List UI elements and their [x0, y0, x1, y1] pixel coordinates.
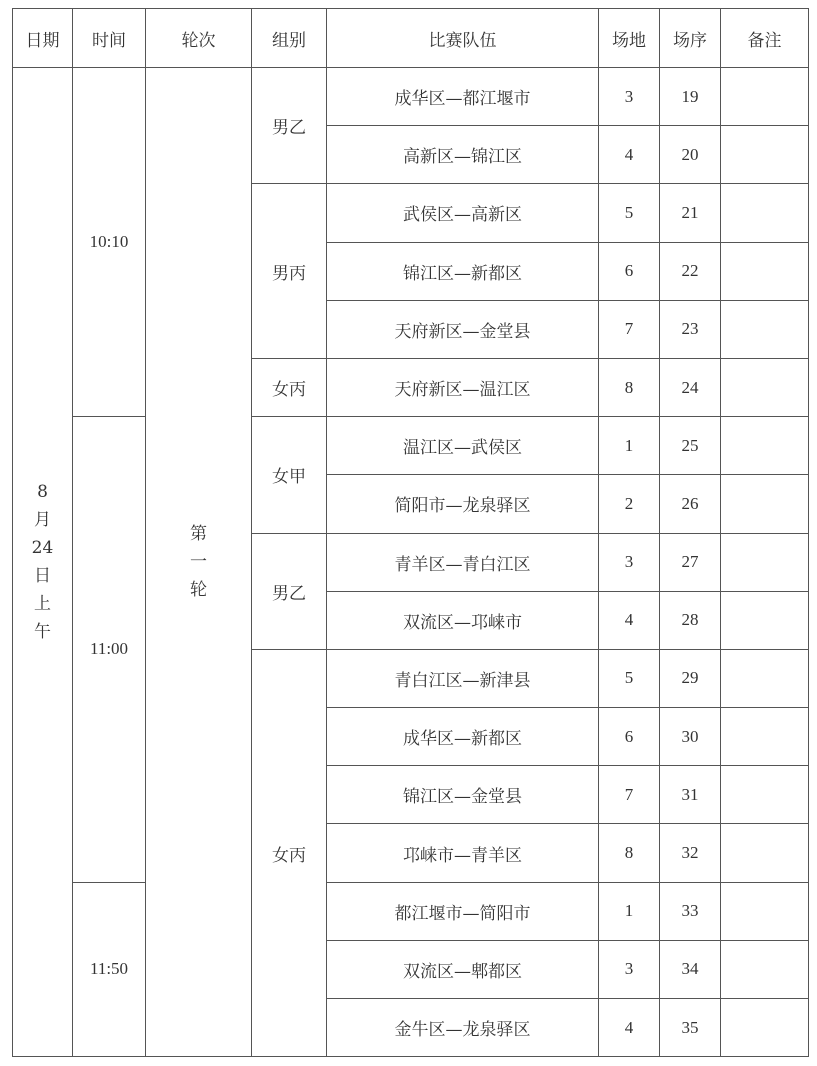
header-venue: 场地 — [599, 9, 660, 68]
order-cell: 28 — [660, 591, 721, 649]
order-cell: 24 — [660, 358, 721, 416]
order-cell: 21 — [660, 184, 721, 242]
header-order: 场序 — [660, 9, 721, 68]
round-char: 轮 — [190, 580, 207, 601]
notes-cell — [721, 882, 809, 940]
venue-cell: 8 — [599, 824, 660, 882]
notes-cell — [721, 999, 809, 1057]
teams-cell: 都江堰市—简阳市 — [327, 882, 599, 940]
order-cell: 22 — [660, 242, 721, 300]
venue-cell: 4 — [599, 126, 660, 184]
teams-cell: 邛崃市—青羊区 — [327, 824, 599, 882]
notes-cell — [721, 300, 809, 358]
venue-cell: 8 — [599, 358, 660, 416]
teams-cell: 武侯区—高新区 — [327, 184, 599, 242]
teams-cell: 青羊区—青白江区 — [327, 533, 599, 591]
notes-cell — [721, 824, 809, 882]
time-cell: 10:10 — [73, 68, 146, 417]
venue-cell: 6 — [599, 708, 660, 766]
teams-cell: 简阳市—龙泉驿区 — [327, 475, 599, 533]
date-char: 上 — [34, 594, 51, 615]
venue-cell: 7 — [599, 300, 660, 358]
venue-cell: 2 — [599, 475, 660, 533]
date-cell — [13, 68, 73, 1057]
header-teams: 比赛队伍 — [327, 9, 599, 68]
date-char: 午 — [34, 622, 51, 643]
group-cell: 男丙 — [252, 184, 327, 359]
notes-cell — [721, 242, 809, 300]
header-group: 组别 — [252, 9, 327, 68]
notes-cell — [721, 126, 809, 184]
notes-cell — [721, 68, 809, 126]
venue-cell: 3 — [599, 68, 660, 126]
venue-cell: 3 — [599, 940, 660, 998]
table-row — [13, 417, 809, 475]
header-notes: 备注 — [721, 9, 809, 68]
teams-cell: 青白江区—新津县 — [327, 649, 599, 707]
order-cell: 19 — [660, 68, 721, 126]
notes-cell — [721, 533, 809, 591]
venue-cell: 1 — [599, 882, 660, 940]
schedule-table — [12, 8, 809, 1057]
teams-cell: 天府新区—温江区 — [327, 358, 599, 416]
group-cell: 男乙 — [252, 533, 327, 649]
date-char: 8 — [37, 482, 48, 503]
header-row — [13, 9, 809, 68]
group-cell: 女甲 — [252, 417, 327, 533]
notes-cell — [721, 649, 809, 707]
teams-cell: 双流区—郫都区 — [327, 940, 599, 998]
venue-cell: 6 — [599, 242, 660, 300]
venue-cell: 1 — [599, 417, 660, 475]
notes-cell — [721, 766, 809, 824]
group-cell: 女丙 — [252, 358, 327, 416]
venue-cell: 4 — [599, 591, 660, 649]
time-cell: 11:50 — [73, 882, 146, 1057]
round-cell — [146, 68, 252, 1057]
venue-cell: 5 — [599, 184, 660, 242]
order-cell: 34 — [660, 940, 721, 998]
venue-cell: 3 — [599, 533, 660, 591]
teams-cell: 天府新区—金堂县 — [327, 300, 599, 358]
teams-cell: 成华区—都江堰市 — [327, 68, 599, 126]
notes-cell — [721, 358, 809, 416]
notes-cell — [721, 708, 809, 766]
order-cell: 31 — [660, 766, 721, 824]
teams-cell: 锦江区—金堂县 — [327, 766, 599, 824]
order-cell: 27 — [660, 533, 721, 591]
order-cell: 23 — [660, 300, 721, 358]
teams-cell: 成华区—新都区 — [327, 708, 599, 766]
teams-cell: 金牛区—龙泉驿区 — [327, 999, 599, 1057]
notes-cell — [721, 184, 809, 242]
order-cell: 33 — [660, 882, 721, 940]
group-cell: 男乙 — [252, 68, 327, 184]
order-cell: 29 — [660, 649, 721, 707]
notes-cell — [721, 940, 809, 998]
round-char: 一 — [190, 552, 207, 573]
teams-cell: 双流区—邛崃市 — [327, 591, 599, 649]
order-cell: 35 — [660, 999, 721, 1057]
header-round: 轮次 — [146, 9, 252, 68]
table-row — [13, 68, 809, 126]
table-row — [13, 882, 809, 940]
teams-cell: 高新区—锦江区 — [327, 126, 599, 184]
order-cell: 26 — [660, 475, 721, 533]
order-cell: 32 — [660, 824, 721, 882]
date-char: 日 — [34, 566, 51, 587]
header-date: 日期 — [13, 9, 73, 68]
notes-cell — [721, 417, 809, 475]
notes-cell — [721, 591, 809, 649]
venue-cell: 7 — [599, 766, 660, 824]
time-cell: 11:00 — [73, 417, 146, 883]
venue-cell: 4 — [599, 999, 660, 1057]
notes-cell — [721, 475, 809, 533]
teams-cell: 锦江区—新都区 — [327, 242, 599, 300]
order-cell: 25 — [660, 417, 721, 475]
header-time: 时间 — [73, 9, 146, 68]
round-char: 第 — [190, 524, 207, 545]
group-cell: 女丙 — [252, 649, 327, 1056]
order-cell: 30 — [660, 708, 721, 766]
venue-cell: 5 — [599, 649, 660, 707]
date-char: 24 — [31, 538, 54, 559]
date-char: 月 — [34, 510, 51, 531]
order-cell: 20 — [660, 126, 721, 184]
teams-cell: 温江区—武侯区 — [327, 417, 599, 475]
